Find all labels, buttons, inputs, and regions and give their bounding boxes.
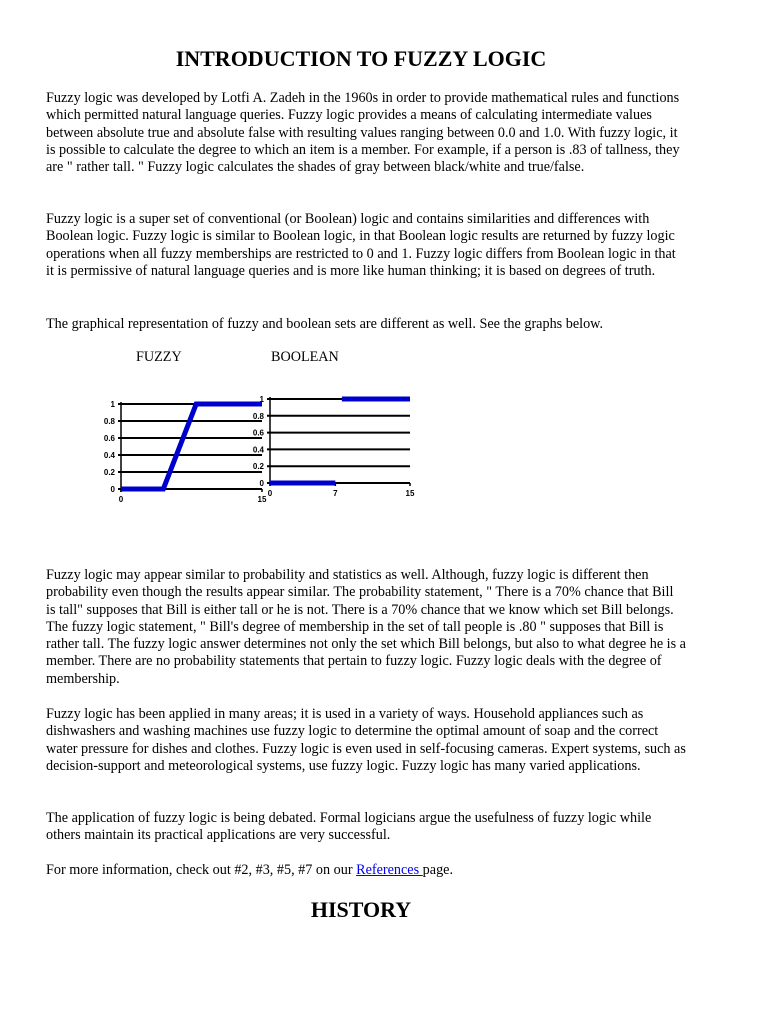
fuzzy-x-tick-label: 15	[257, 495, 267, 504]
references-suffix: page.	[422, 862, 454, 878]
paragraph-debate: The application of fuzzy logic is being debated. Formal logicians argue the usefulness of fuzzy logic while others maintain its practical applications are very successful.	[46, 810, 652, 844]
boolean-y-tick-label: 1	[259, 395, 264, 404]
references-link[interactable]: References	[356, 862, 423, 878]
paragraph-probability: Fuzzy logic may appear similar to probability and statistics as well. Although, fuzzy logic is different then probability even though the results appear similar. The probability statement, " There is a 70% chance that Bill is tall" supposes that Bill is either tall or he is not. There is a 70% chance that we know which set Bill belongs. The fuzzy logic statement, " Bill's degree of membership in the set of tall people is .80 " supposes that Bill is rather tall. The fuzzy logic answer determines not only the set which Bill belongs, but also to what degree he is a member. There are no probability statements that pertain to fuzzy logic. Fuzzy logic deals with the degree of membership.	[46, 567, 686, 687]
fuzzy-y-tick-label: 0.2	[103, 468, 115, 477]
boolean-x-tick-label: 0	[267, 489, 273, 498]
paragraph-applications: Fuzzy logic has been applied in many areas; it is used in a variety of ways. Household appliances such as dishwashers and washing machines use fuzzy logic to determine the optimal amount of soap and the correct water pressure for dishes and clothes. Fuzzy logic is even used in self-focusing cameras. Expert systems, such as decision-support and meteorological systems, use fuzzy logic. Fuzzy logic has many varied applications.	[46, 706, 686, 774]
paragraph-intro: Fuzzy logic was developed by Lotfi A. Zadeh in the 1960s in order to provide mathematical rules and functions which permitted natural language queries. Fuzzy logic provides a means of calculating intermediate values between absolute true and absolute false with resulting values ranging between 0.0 and 1.0. With fuzzy logic, it is possible to calculate the degree to which an item is a member. For example, if a person is .83 of tallness, they are " rather tall. " Fuzzy logic calculates the shades of gray between black/white and true/false.	[46, 90, 680, 176]
history-heading: HISTORY	[310, 897, 412, 922]
references-line	[46, 862, 686, 879]
fuzzy-chart	[96, 390, 267, 510]
page-title: INTRODUCTION TO FUZZY LOGIC	[175, 46, 547, 71]
references-prefix: For more information, check out #2, #3, #5, #7 on our	[46, 862, 357, 878]
fuzzy-series-line	[121, 404, 262, 489]
boolean-x-tick-label: 15	[405, 489, 415, 498]
fuzzy-x-tick-label: 0	[118, 495, 124, 504]
fuzzy-y-tick-label: 0	[110, 485, 115, 494]
boolean-y-tick-label: 0.8	[252, 411, 264, 421]
fuzzy-y-tick-label: 0.6	[103, 434, 115, 443]
boolean-y-tick-label: 0.2	[252, 462, 264, 472]
boolean-x-tick-label: 7	[333, 489, 338, 498]
fuzzy-y-tick-label: 0.4	[103, 451, 115, 460]
fuzzy-chart-label: FUZZY	[136, 349, 182, 365]
fuzzy-y-tick-label: 0.8	[103, 417, 115, 426]
boolean-y-tick-label: 0.4	[252, 445, 264, 455]
paragraph-graphs-intro: The graphical representation of fuzzy and boolean sets are different as well. See the graphs below.	[46, 316, 604, 332]
boolean-y-tick-label: 0	[259, 479, 264, 488]
boolean-chart	[246, 390, 415, 510]
boolean-chart-label: BOOLEAN	[271, 349, 339, 365]
boolean-y-tick-label: 0.6	[252, 428, 264, 438]
paragraph-superset: Fuzzy logic is a super set of conventional (or Boolean) logic and contains similarities and differences with Boolean logic. Fuzzy logic is similar to Boolean logic, in that Boolean logic results are returned by fuzzy logic operations when all fuzzy memberships are restricted to 0 and 1. Fuzzy logic differs from Boolean logic in that it is permissive of natural language queries and is more like human thinking; it is based on degrees of truth.	[46, 211, 676, 279]
fuzzy-y-tick-label: 1	[110, 400, 115, 409]
